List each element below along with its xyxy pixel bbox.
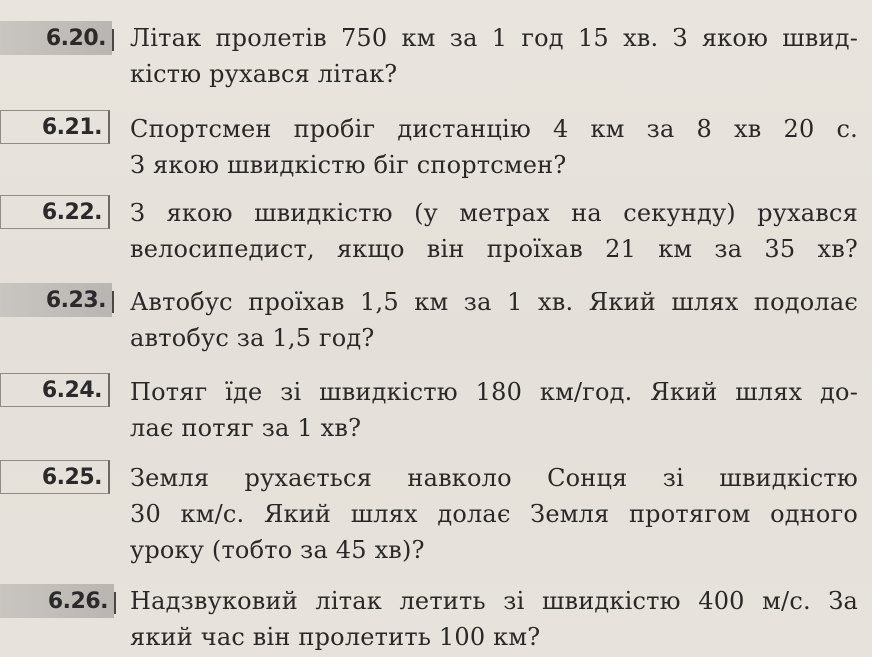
problem-number: 6.24. — [41, 377, 102, 403]
tab-divider — [112, 291, 114, 313]
problem-text-line: велосипедист, якщо він проїхав 21 км за 35 хв? — [130, 235, 858, 263]
problem-number: 6.25. — [41, 464, 102, 490]
tab-divider — [114, 592, 116, 614]
problem-text — [130, 195, 858, 267]
problem-text — [130, 374, 858, 446]
problem-text-line: який час він пролетить 100 км? — [130, 623, 541, 651]
problem-number-tab — [0, 460, 110, 494]
problem-text-line: 30 км/с. Який шлях долає Земля протягом одного — [130, 500, 858, 528]
problem-number-tab — [0, 373, 110, 407]
problem-text-line: кістю рухався літак? — [130, 60, 398, 88]
tab-divider — [112, 29, 114, 51]
problem-text — [130, 583, 858, 655]
problem-text-line: Земля рухається навколо Сонця зі швидкістю — [130, 464, 858, 492]
problem-number: 6.23. — [45, 287, 106, 313]
problem-text-line: З якою швидкістю (у метрах на секунду) рухався — [130, 199, 858, 227]
problem-text-line: Спортсмен пробіг дистанцію 4 км за 8 хв 20 с. — [130, 115, 858, 143]
problem-text — [130, 284, 858, 356]
problem-text-line: уроку (тобто за 45 хв)? — [130, 536, 425, 564]
problem-text-line: лає потяг за 1 хв? — [130, 414, 362, 442]
problem-number: 6.22. — [41, 199, 102, 225]
problem-number: 6.21. — [41, 114, 102, 140]
problem-number-tab — [0, 584, 114, 618]
problem-text-line: Потяг їде зі швидкістю 180 км/год. Який шлях до- — [130, 378, 858, 406]
problem-text-line: автобус за 1,5 год? — [130, 324, 375, 352]
problem-number-tab — [0, 110, 110, 144]
problem-number-tab — [0, 21, 112, 55]
problem-text — [130, 460, 858, 568]
problem-number: 6.26. — [47, 588, 108, 614]
problem-number-tab — [0, 195, 110, 229]
problem-text-line: Автобус проїхав 1,5 км за 1 хв. Який шлях подолає — [130, 288, 858, 316]
problem-text-line: З якою швидкістю біг спортсмен? — [130, 151, 567, 179]
problem-number: 6.20. — [45, 25, 106, 51]
problem-text — [130, 20, 858, 92]
problem-text-line: Літак пролетів 750 км за 1 год 15 хв. З якою швид- — [130, 24, 858, 52]
problem-text — [130, 111, 858, 183]
problem-number-tab — [0, 283, 112, 317]
problem-text-line: Надзвуковий літак летить зі швидкістю 400 м/с. За — [130, 587, 858, 615]
